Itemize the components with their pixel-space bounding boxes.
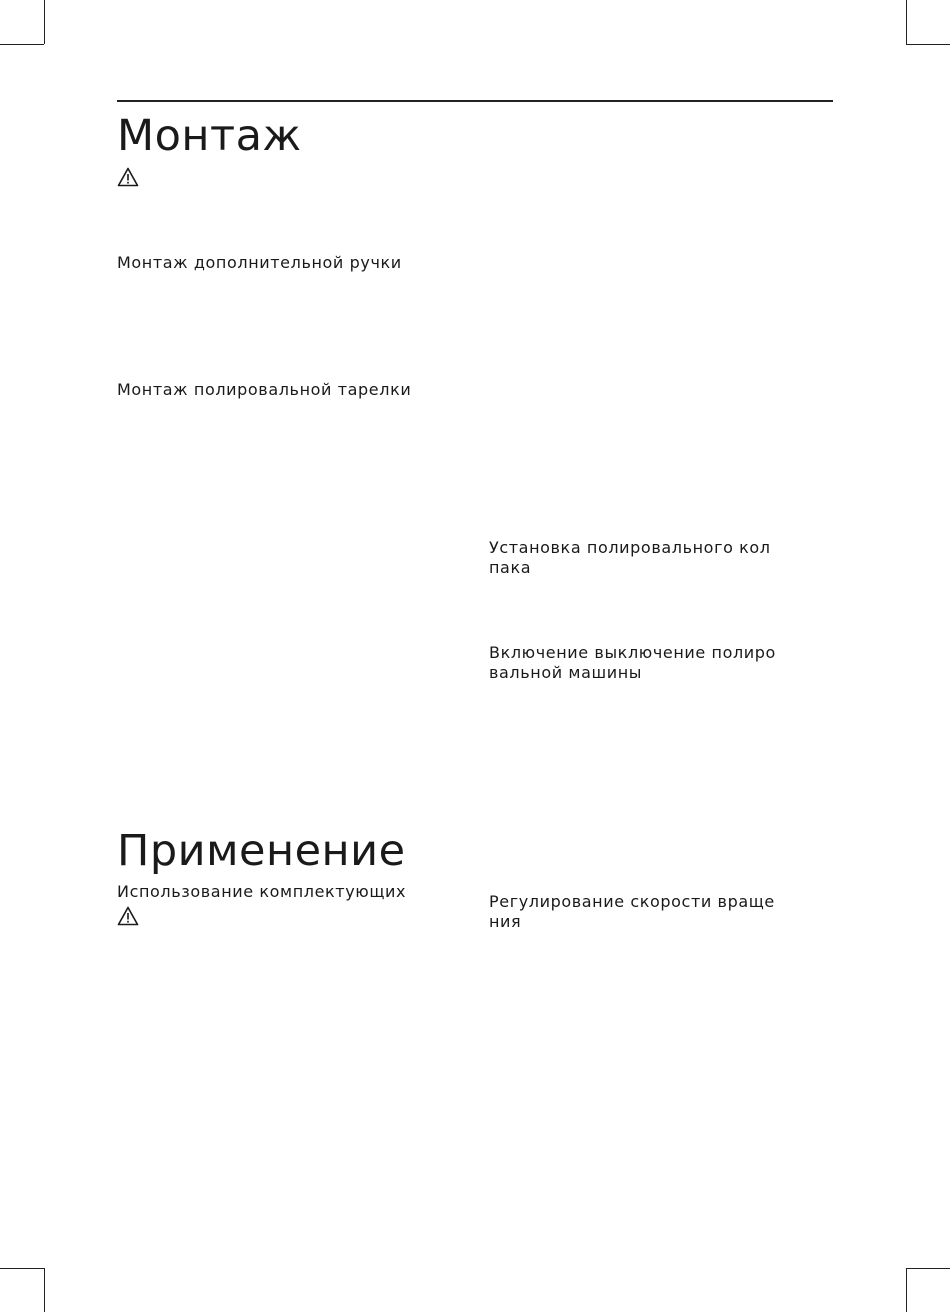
crop-mark-bottom-left-horizontal — [0, 1268, 44, 1269]
subsection-polishing-cap-installation: Установка полировального кол пака — [489, 538, 771, 577]
header-rule — [117, 100, 833, 102]
subsection-accessories-usage: Использование комплектующих — [117, 882, 407, 901]
subsection-handle-mounting: Монтаж дополнительной ручки — [117, 253, 402, 272]
crop-mark-bottom-right-horizontal — [906, 1268, 950, 1269]
warning-triangle-icon — [117, 906, 139, 926]
subsection-polishing-plate-mounting: Монтаж полировальной тарелки — [117, 380, 412, 399]
crop-mark-top-right-vertical — [906, 0, 907, 44]
subsection-power-switch: Включение выключение полиро вальной машины — [489, 643, 776, 682]
subsection-speed-regulation: Регулирование скорости враще ния — [489, 892, 775, 931]
crop-mark-top-left-vertical — [44, 0, 45, 44]
crop-mark-bottom-right-vertical — [906, 1268, 907, 1312]
warning-triangle-icon — [117, 167, 139, 187]
crop-mark-top-left-horizontal — [0, 44, 44, 45]
section-title-usage: Применение — [117, 826, 406, 876]
crop-mark-top-right-horizontal — [906, 44, 950, 45]
crop-mark-bottom-left-vertical — [44, 1268, 45, 1312]
section-title-montage: Монтаж — [117, 111, 302, 161]
